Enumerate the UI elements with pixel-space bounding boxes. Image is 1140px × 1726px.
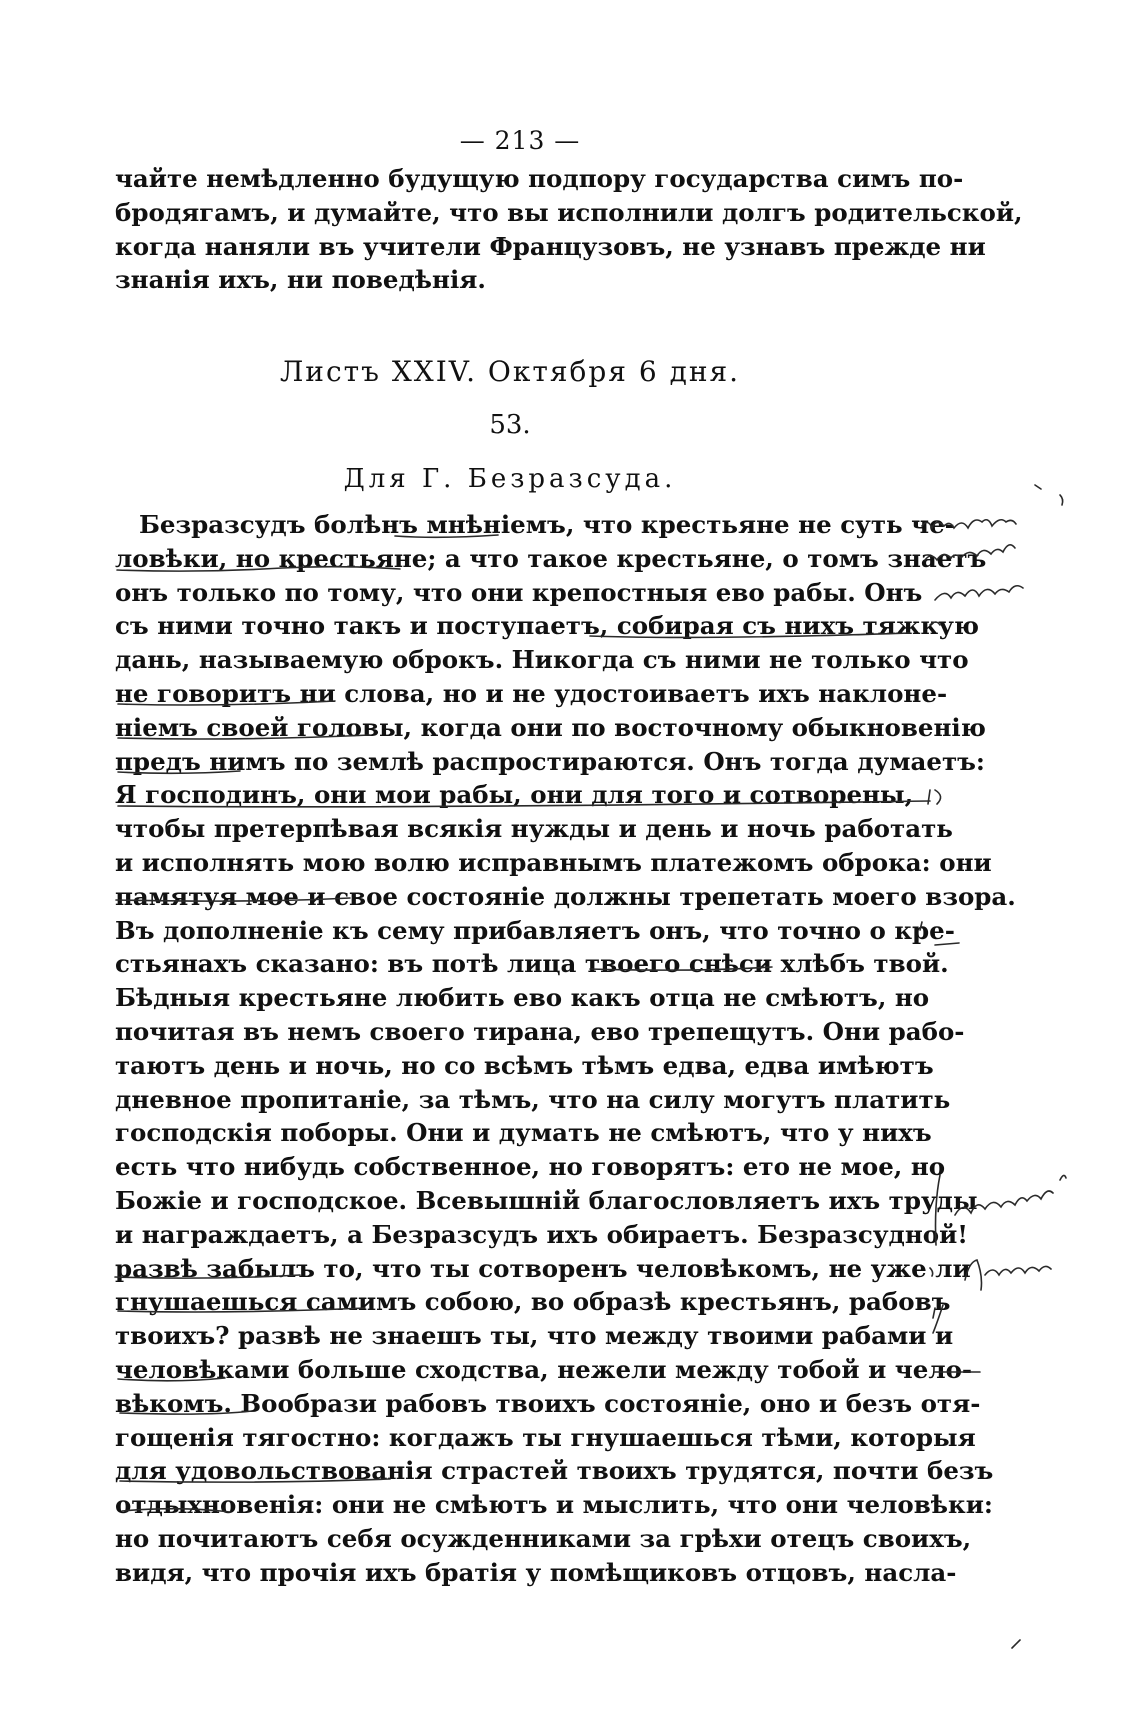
sheet-heading: Листъ XXIV. Октября 6 дня. [279,355,741,388]
text-line: чтобы претерпѣвая всякія нужды и день и ночь работать [115,814,953,844]
text-line: отдыхновенія: они не смѣютъ и мыслить, что они человѣки: [115,1490,993,1520]
text-line: дневное пропитаніе, за тѣмъ, что на силу могутъ платить [115,1084,951,1114]
text-line: вѣкомъ. Вообрази рабовъ твоихъ состояніе, оно и безъ отя- [115,1388,981,1418]
text-line: когда наняли въ учители Французовъ, не узнавъ прежде ни [115,231,986,261]
page-number: — 213 — [459,126,581,155]
text-line: Бѣдныя крестьяне любить ево какъ отца не смѣютъ, но [115,983,930,1013]
text-line: Божіе и господское. Всевышній благословляетъ ихъ труды [115,1185,978,1215]
text-line: чайте немѣдленно будущую подпору государства симъ по- [115,164,964,193]
text-line: но почитаютъ себя осужденниками за грѣхи отецъ своихъ, [115,1523,972,1553]
text-line: съ ними точно такъ и поступаетъ, собирая съ нихъ тяжкую [115,611,980,641]
text-line: предъ нимъ по землѣ распростираются. Онъ тогда думаетъ: [115,746,985,776]
letter-addressee: Для Г. Безразсуда. [343,464,677,494]
text-line: таютъ день и ночь, но со всѣмъ тѣмъ едва, едва имѣютъ [115,1050,934,1080]
pencil-underlines [115,535,1016,1512]
text-line: ловѣки, но крестьяне; а что такое крестьяне, о томъ знаетъ [115,543,987,573]
text-line: видя, что прочія ихъ братія у помѣщиковъ отцовъ, насла- [115,1557,957,1587]
text-line: не говоритъ ни слова, но и не удостоиваетъ ихъ наклоне- [115,678,948,708]
text-line: есть что нибудь собственное, но говорятъ: ето не мое, но [115,1152,946,1182]
margin-scribble-top [920,485,1063,945]
text-line: твоихъ? развѣ не знаешъ ты, что между твоими рабами и [115,1321,954,1351]
text-line: господскія поборы. Они и думать не смѣютъ, что у нихъ [115,1118,932,1148]
text-line: стьянахъ сказано: въ потѣ лица твоего снѣси хлѣбъ твой. [115,949,949,979]
letter-number: 53. [489,410,531,440]
text-line: онъ только по тому, что они крепостныя ево рабы. Онъ [115,577,923,607]
text-line: бродягамъ, и думайте, что вы исполнили долгъ родительской, [115,197,1023,227]
text-line: человѣками больше сходства, нежели между тобой и чело- [115,1354,973,1384]
text-line: дань, называемую оброкъ. Никогда съ ними не только что [115,645,969,675]
text-line: и исполнять мою волю исправнымъ платежомъ оброка: они [115,847,992,877]
text-line: ніемъ своей головы, когда они по восточному обыкновенію [115,712,986,742]
text-line: памятуя мое и свое состояніе должны трепетать моего взора. [115,881,1016,911]
text-line: знанія ихъ, ни поведѣнія. [115,265,486,295]
text-line: Я господинъ, они мои рабы, они для того и сотворены, [115,780,914,810]
text-line: гнушаешься самимъ собою, во образѣ крестьянъ, рабовъ [115,1287,951,1317]
text-line: Въ дополненіе къ сему прибавляетъ онъ, что точно о кре- [115,915,955,945]
text-line: гощенія тягостно: когдажъ ты гнушаешься тѣми, которыя [115,1422,976,1452]
text-line: почитая въ немъ своего тирана, ево трепещутъ. Они рабо- [115,1016,965,1046]
text-line: развѣ забылъ то, что ты сотворенъ человѣкомъ, не уже ли [115,1253,971,1283]
margin-scribble-lower [930,1175,1066,1648]
text-line: Безразсудъ болѣнъ мнѣніемъ, что крестьяне не суть че- [139,510,955,539]
text-line: и награждаетъ, а Безразсудъ ихъ обираетъ. Безразсудной! [115,1219,969,1249]
text-line: для удовольствованія страстей твоихъ трудятся, почти безъ [115,1456,994,1486]
